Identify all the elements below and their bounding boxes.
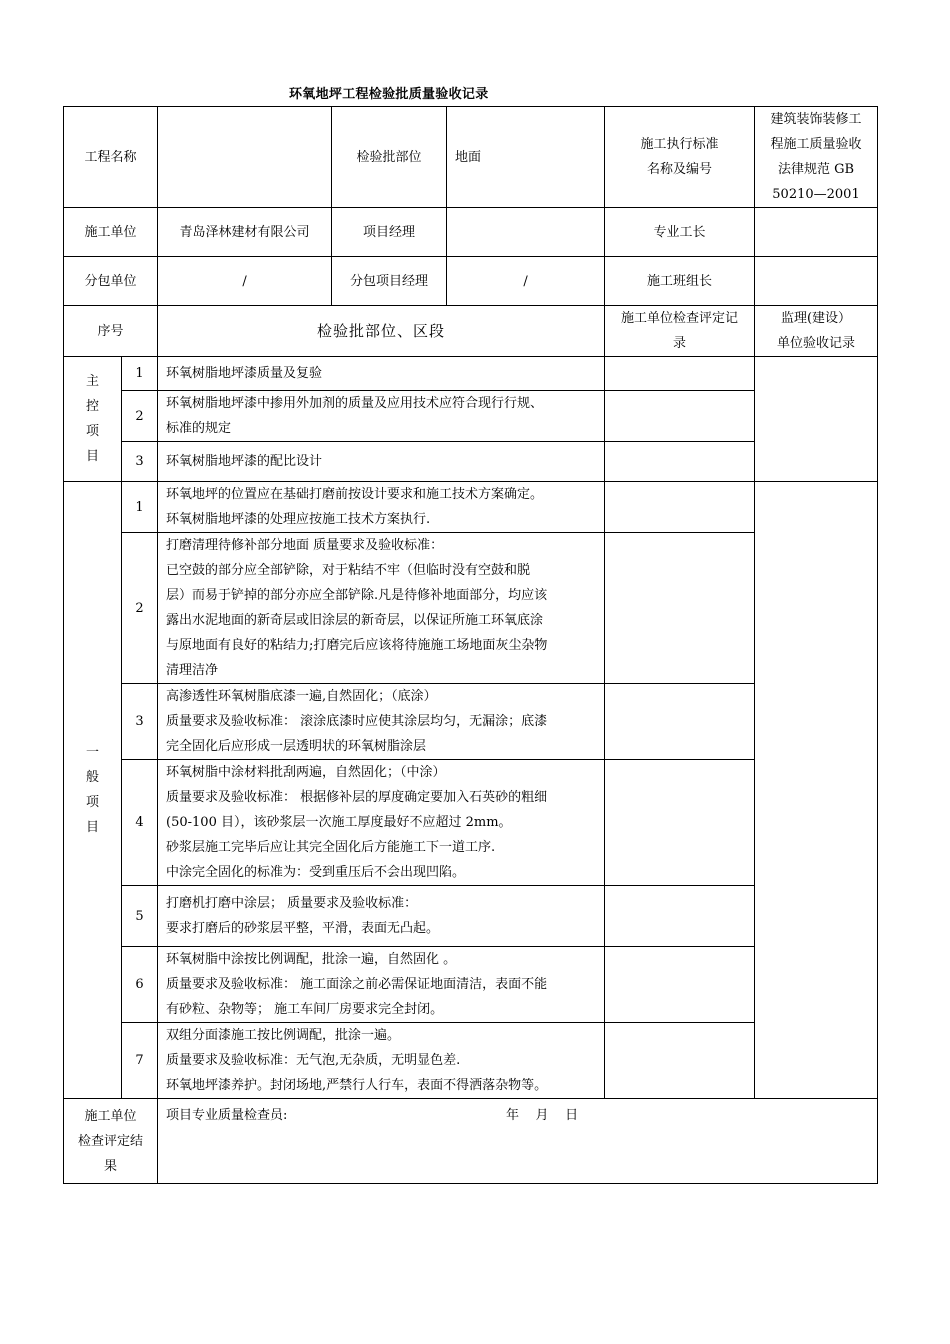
contractor-label: 施工单位 xyxy=(64,208,158,257)
item-number: 3 xyxy=(122,684,158,760)
page-title: 环氧地坪工程检验批质量验收记录 xyxy=(289,87,489,102)
project-name-label: 工程名称 xyxy=(64,107,158,208)
item-description: 高渗透性环氧树脂底漆一遍,自然固化；（底涂） 质量要求及验收标准： 滚涂底漆时应使其涂层均匀，无漏涂；底漆 完全固化后应形成一层透明状的环氧树脂涂层 xyxy=(158,684,605,760)
item-number: 7 xyxy=(122,1023,158,1099)
item-description: 环氧树脂中涂材料批刮两遍，自然固化；（中涂） 质量要求及验收标准： 根据修补层的厚度确定要加入石英砂的粗细 (50-100 目），该砂浆层一次施工厚度最好不应超过 2mm。 砂浆层施工完毕后应让其完全固化后方能施工下一道工序. 中涂完全固化的标准为：受到重压后不会出现凹陷。 xyxy=(158,760,605,886)
inspection-record-table xyxy=(63,106,878,1184)
item-header: 检验批部位、区段 xyxy=(158,306,605,357)
contractor-check-cell[interactable] xyxy=(605,357,755,391)
item-description: 打磨清理待修补部分地面 质量要求及验收标准： 已空鼓的部分应全部铲除，对于粘结不牢（但临时没有空鼓和脱 层）而易于铲掉的部分亦应全部铲除.凡是待修补地面部分，均应该 露出水泥地面的新奇层或旧涂层的新奇层，以保证所施工环氧底涂 与原地面有良好的粘结力;打磨完后应该将待施施工场地面灰尘杂物 清理洁净 xyxy=(158,533,605,684)
contractor-check-cell[interactable] xyxy=(605,886,755,947)
item-description: 环氧树脂中涂按比例调配，批涂一遍，自然固化 。 质量要求及验收标准： 施工面涂之前必需保证地面清洁，表面不能 有砂粒、杂物等； 施工车间厂房要求完全封闭。 xyxy=(158,947,605,1023)
column-header-row xyxy=(64,306,878,357)
item-description: 打磨机打磨中涂层； 质量要求及验收标准： 要求打磨后的砂浆层平整，平滑，表面无凸起。 xyxy=(158,886,605,947)
supervisor-cell[interactable] xyxy=(755,357,878,482)
seq-header: 序号 xyxy=(64,306,158,357)
inspector-label: 项目专业质量检查员: xyxy=(166,1108,288,1123)
item-number: 1 xyxy=(122,357,158,391)
sign-date: 年 月 日 xyxy=(506,1108,579,1123)
project-name-value[interactable] xyxy=(158,107,332,208)
contractor-check-cell[interactable] xyxy=(605,947,755,1023)
table-row xyxy=(64,357,878,391)
contractor-check-cell[interactable] xyxy=(605,1023,755,1099)
contractor-check-cell[interactable] xyxy=(605,760,755,886)
foreman-label: 专业工长 xyxy=(605,208,755,257)
item-number: 1 xyxy=(122,482,158,533)
team-leader-label: 施工班组长 xyxy=(605,257,755,306)
footer-label: 施工单位 检查评定结 果 xyxy=(64,1099,158,1184)
contractor-check-cell[interactable] xyxy=(605,442,755,482)
contractor-check-cell[interactable] xyxy=(605,391,755,442)
header-row-subcontractor xyxy=(64,257,878,306)
general-label: 一 般 项 目 xyxy=(64,482,122,1099)
contractor-check-header: 施工单位检查评定记 录 xyxy=(605,306,755,357)
item-description: 环氧地坪的位置应在基础打磨前按设计要求和施工技术方案确定。 环氧树脂地坪漆的处理应按施工技术方案执行. xyxy=(158,482,605,533)
item-number: 5 xyxy=(122,886,158,947)
table-row xyxy=(64,482,878,533)
item-number: 3 xyxy=(122,442,158,482)
contractor-check-cell[interactable] xyxy=(605,482,755,533)
footer-row xyxy=(64,1099,878,1184)
pm-value[interactable] xyxy=(447,208,605,257)
pm-label: 项目经理 xyxy=(332,208,447,257)
foreman-value[interactable] xyxy=(755,208,878,257)
contractor-check-cell[interactable] xyxy=(605,533,755,684)
main-control-label: 主 控 项 目 xyxy=(64,357,122,482)
item-number: 4 xyxy=(122,760,158,886)
team-leader-value[interactable] xyxy=(755,257,878,306)
sub-value[interactable]: / xyxy=(158,257,332,306)
supervisor-header: 监理(建设） 单位验收记录 xyxy=(755,306,878,357)
sub-pm-label: 分包项目经理 xyxy=(332,257,447,306)
footer-sign-cell[interactable] xyxy=(158,1099,878,1184)
item-number: 2 xyxy=(122,533,158,684)
sub-pm-value[interactable]: / xyxy=(447,257,605,306)
standard-label: 施工执行标准 名称及编号 xyxy=(605,107,755,208)
batch-part-label: 检验批部位 xyxy=(332,107,447,208)
item-description: 环氧树脂地坪漆中掺用外加剂的质量及应用技术应符合现行行规、 标准的规定 xyxy=(158,391,605,442)
standard-value[interactable]: 建筑装饰装修工 程施工质量验收 法律规范 GB 50210—2001 xyxy=(755,107,878,208)
item-description: 环氧树脂地坪漆的配比设计 xyxy=(158,442,605,482)
item-description: 环氧树脂地坪漆质量及复验 xyxy=(158,357,605,391)
contractor-check-cell[interactable] xyxy=(605,684,755,760)
contractor-value[interactable]: 青岛泽林建材有限公司 xyxy=(158,208,332,257)
batch-part-value[interactable]: 地面 xyxy=(447,107,605,208)
supervisor-cell[interactable] xyxy=(755,482,878,1099)
header-row-contractor xyxy=(64,208,878,257)
item-number: 2 xyxy=(122,391,158,442)
item-number: 6 xyxy=(122,947,158,1023)
header-row-project xyxy=(64,107,878,208)
item-description: 双组分面漆施工按比例调配，批涂一遍。 质量要求及验收标准：无气泡,无杂质，无明显色差. 环氧地坪漆养护。封闭场地,严禁行人行车，表面不得洒落杂物等。 xyxy=(158,1023,605,1099)
sub-label: 分包单位 xyxy=(64,257,158,306)
